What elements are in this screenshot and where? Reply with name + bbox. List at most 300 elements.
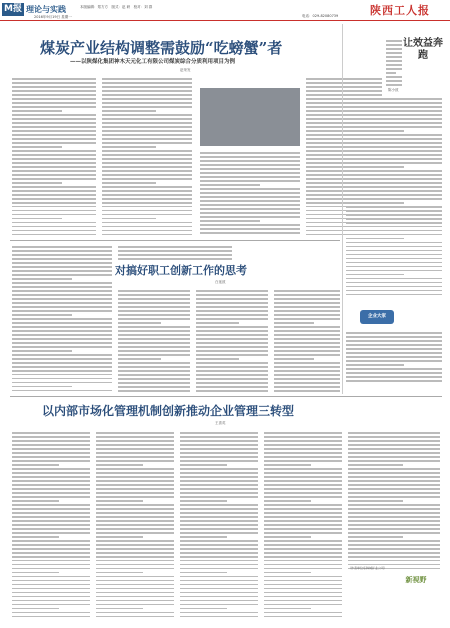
text-line (12, 278, 72, 280)
text-line (12, 516, 90, 518)
article-1-column-1 (12, 76, 96, 236)
text-line (386, 76, 402, 78)
text-line (346, 178, 442, 180)
text-line (12, 254, 112, 256)
text-line (12, 154, 96, 156)
text-line (12, 548, 90, 550)
text-line (102, 222, 192, 224)
text-line (180, 608, 227, 610)
text-line (386, 84, 402, 86)
text-line (346, 238, 404, 240)
text-line (180, 500, 227, 502)
text-line (102, 186, 192, 188)
text-line (180, 520, 258, 522)
text-line (348, 496, 440, 498)
text-line (102, 158, 192, 160)
text-line (12, 464, 59, 466)
text-line (386, 52, 402, 54)
text-line (96, 508, 174, 510)
text-line (102, 230, 192, 232)
text-line (180, 448, 258, 450)
text-line (12, 98, 96, 100)
author-caption: （作者单位系韩城矿业公司） (348, 566, 388, 570)
text-line (264, 456, 342, 458)
text-line (264, 600, 342, 602)
text-line (102, 154, 192, 156)
text-line (12, 528, 90, 530)
text-line (102, 126, 192, 128)
text-line (12, 544, 90, 546)
text-line (346, 336, 442, 338)
text-line (274, 298, 340, 300)
text-line (180, 472, 258, 474)
text-line (118, 338, 190, 340)
text-line (264, 500, 311, 502)
text-line (12, 262, 112, 264)
text-line (12, 114, 96, 116)
text-line (12, 210, 96, 212)
text-line (346, 98, 442, 100)
text-line (196, 334, 268, 336)
text-line (264, 480, 342, 482)
text-line (346, 222, 442, 224)
text-line (274, 302, 340, 304)
text-line (346, 246, 442, 248)
article-3-column-5 (348, 430, 440, 570)
text-line (102, 226, 192, 228)
text-line (96, 464, 143, 466)
text-line (118, 346, 190, 348)
text-line (264, 528, 342, 530)
text-line (102, 202, 192, 204)
article-2-column-1 (118, 288, 190, 394)
text-line (12, 290, 112, 292)
text-line (12, 170, 96, 172)
text-line (96, 460, 174, 462)
text-line (96, 540, 174, 542)
text-line (12, 306, 112, 308)
sidebar-title: 让效益奔跑 (403, 38, 443, 61)
text-line (264, 580, 342, 582)
text-line (346, 106, 442, 108)
text-line (196, 362, 268, 364)
text-line (118, 302, 190, 304)
text-line (200, 164, 300, 166)
text-line (12, 102, 96, 104)
article-1-column-3 (200, 150, 300, 236)
text-line (12, 174, 96, 176)
text-line (96, 440, 174, 442)
sidebar-author: 陈小波 (388, 88, 399, 92)
text-line (12, 286, 112, 288)
text-line (180, 516, 258, 518)
text-line (180, 584, 258, 586)
text-line (348, 480, 440, 482)
text-line (264, 576, 342, 578)
text-line (96, 456, 174, 458)
text-line (12, 150, 96, 152)
text-line (346, 290, 442, 292)
text-line (264, 572, 311, 574)
text-line (12, 198, 96, 200)
text-line (200, 212, 300, 214)
text-line (12, 246, 112, 248)
text-line (118, 370, 190, 372)
text-line (12, 358, 112, 360)
text-line (180, 476, 258, 478)
text-line (118, 350, 190, 352)
text-line (12, 186, 96, 188)
article-1-byline: 赵荣发 (180, 68, 191, 72)
text-line (12, 508, 90, 510)
text-line (274, 358, 314, 360)
text-line (196, 370, 268, 372)
text-line (348, 536, 403, 538)
sidebar-column-1 (386, 38, 402, 88)
article-1-headline: 煤炭产业结构调整需鼓励“吃螃蟹”者 (40, 39, 283, 57)
text-line (274, 314, 340, 316)
text-line (386, 40, 402, 42)
text-line (118, 298, 190, 300)
section-title: 理论与实践 (26, 5, 66, 14)
text-line (274, 390, 340, 392)
text-line (96, 612, 174, 614)
text-line (348, 472, 440, 474)
text-line (348, 516, 440, 518)
text-line (306, 218, 352, 220)
text-line (102, 234, 192, 236)
text-line (12, 500, 59, 502)
text-line (274, 334, 340, 336)
text-line (346, 170, 442, 172)
text-line (12, 600, 90, 602)
text-line (348, 432, 440, 434)
text-line (12, 362, 112, 364)
text-line (386, 80, 402, 82)
text-line (12, 86, 96, 88)
text-line (346, 134, 442, 136)
text-line (200, 188, 300, 190)
text-line (264, 460, 342, 462)
text-line (264, 448, 342, 450)
text-line (180, 508, 258, 510)
text-line (348, 440, 440, 442)
text-line (102, 86, 192, 88)
text-line (200, 208, 300, 210)
text-line (200, 216, 300, 218)
text-line (346, 186, 442, 188)
text-line (96, 436, 174, 438)
text-line (96, 468, 174, 470)
text-line (12, 258, 112, 260)
text-line (12, 492, 90, 494)
text-line (118, 354, 190, 356)
text-line (346, 234, 442, 236)
text-line (12, 576, 90, 578)
text-line (346, 348, 442, 350)
text-line (96, 488, 174, 490)
text-line (118, 390, 190, 392)
text-line (196, 318, 268, 320)
text-line (12, 298, 112, 300)
text-line (180, 556, 258, 558)
text-line (12, 334, 112, 336)
text-line (96, 524, 174, 526)
text-line (346, 142, 442, 144)
text-line (264, 516, 342, 518)
text-line (12, 122, 96, 124)
text-line (196, 290, 268, 292)
text-line (346, 360, 442, 362)
text-line (102, 82, 192, 84)
text-line (346, 114, 442, 116)
text-line (12, 266, 112, 268)
text-line (196, 390, 268, 392)
text-line (346, 122, 442, 124)
text-line (12, 378, 112, 380)
text-line (274, 366, 340, 368)
text-line (196, 298, 268, 300)
text-line (180, 492, 258, 494)
text-line (346, 250, 442, 252)
text-line (264, 612, 342, 614)
text-line (180, 544, 258, 546)
text-line (306, 90, 382, 92)
text-line (346, 376, 442, 378)
text-line (200, 152, 300, 154)
text-line (12, 250, 112, 252)
article-3-column-1 (12, 430, 90, 620)
text-line (12, 390, 112, 392)
text-line (348, 544, 440, 546)
text-line (96, 580, 174, 582)
text-line (12, 552, 90, 554)
text-line (180, 596, 258, 598)
text-line (348, 484, 440, 486)
text-line (96, 492, 174, 494)
text-line (12, 110, 62, 112)
text-line (180, 488, 258, 490)
text-line (12, 616, 90, 618)
text-line (12, 350, 72, 352)
sidebar-column-2 (346, 96, 442, 296)
text-line (12, 190, 96, 192)
text-line (118, 330, 190, 332)
text-line (264, 588, 342, 590)
text-line (346, 266, 442, 268)
text-line (264, 616, 342, 618)
text-line (12, 162, 96, 164)
text-line (196, 354, 268, 356)
text-line (264, 560, 342, 562)
text-line (348, 452, 440, 454)
text-line (346, 278, 442, 280)
text-line (196, 358, 239, 360)
text-line (346, 174, 442, 176)
text-line (180, 440, 258, 442)
text-line (12, 512, 90, 514)
text-line (12, 206, 96, 208)
text-line (96, 512, 174, 514)
text-line (180, 460, 258, 462)
text-line (274, 354, 340, 356)
text-line (346, 352, 442, 354)
text-line (102, 194, 192, 196)
text-line (386, 68, 402, 70)
text-line (96, 532, 174, 534)
text-line (12, 520, 90, 522)
article-1-column-2 (102, 76, 192, 236)
text-line (12, 178, 96, 180)
text-line (96, 516, 174, 518)
text-line (346, 150, 442, 152)
article-1-photo (200, 88, 300, 146)
text-line (346, 262, 442, 264)
text-line (96, 616, 174, 618)
text-line (348, 488, 440, 490)
text-line (196, 382, 268, 384)
text-line (180, 548, 258, 550)
text-line (346, 138, 442, 140)
text-line (12, 540, 90, 542)
text-line (96, 608, 143, 610)
text-line (102, 206, 192, 208)
text-line (264, 492, 342, 494)
text-line (12, 584, 90, 586)
text-line (180, 536, 227, 538)
text-line (12, 226, 96, 228)
article-2-column-2 (196, 288, 268, 394)
text-line (12, 274, 112, 276)
text-line (118, 386, 190, 388)
text-line (118, 322, 161, 324)
text-line (12, 130, 96, 132)
text-line (12, 496, 90, 498)
text-line (196, 326, 268, 328)
text-line (102, 90, 192, 92)
text-line (274, 290, 340, 292)
text-line (12, 366, 112, 368)
text-line (96, 536, 143, 538)
text-line (348, 468, 440, 470)
article-2-column-3 (274, 288, 340, 394)
text-line (12, 608, 59, 610)
text-line (274, 370, 340, 372)
text-line (118, 334, 190, 336)
text-line (346, 344, 442, 346)
text-line (12, 78, 96, 80)
text-line (348, 524, 440, 526)
text-line (196, 346, 268, 348)
text-line (348, 552, 440, 554)
text-line (264, 596, 342, 598)
text-line (12, 230, 96, 232)
text-line (12, 432, 90, 434)
article-3-column-2 (96, 430, 174, 620)
text-line (102, 170, 192, 172)
text-line (346, 332, 442, 334)
text-line (264, 568, 342, 570)
text-line (102, 210, 192, 212)
text-line (200, 192, 300, 194)
text-line (274, 322, 314, 324)
article-2-top-text (118, 244, 232, 260)
text-line (264, 532, 342, 534)
text-line (12, 234, 96, 236)
text-line (348, 548, 440, 550)
text-line (180, 572, 227, 574)
text-line (102, 182, 156, 184)
text-line (264, 540, 342, 542)
text-line (12, 484, 90, 486)
text-line (102, 190, 192, 192)
text-line (200, 172, 300, 174)
text-line (346, 218, 442, 220)
text-line (264, 488, 342, 490)
text-line (264, 536, 311, 538)
text-line (346, 254, 442, 256)
editor-meta: 本版编辑：郑方方 版式：赵 研 校对：刘 群 (80, 5, 153, 9)
text-line (12, 270, 112, 272)
text-line (346, 202, 404, 204)
text-line (96, 480, 174, 482)
text-line (348, 464, 403, 466)
text-line (118, 382, 190, 384)
text-line (346, 110, 442, 112)
text-line (264, 464, 311, 466)
text-line (12, 448, 90, 450)
text-line (12, 460, 90, 462)
text-line (274, 382, 340, 384)
article-3-column-4 (264, 430, 342, 620)
text-line (96, 544, 174, 546)
text-line (346, 274, 404, 276)
text-line (264, 432, 342, 434)
text-line (96, 592, 174, 594)
text-line (264, 548, 342, 550)
text-line (274, 306, 340, 308)
text-line (386, 72, 396, 74)
text-line (264, 444, 342, 446)
text-line (12, 572, 59, 574)
text-line (96, 584, 174, 586)
text-line (102, 138, 192, 140)
text-line (96, 528, 174, 530)
text-line (102, 118, 192, 120)
text-line (102, 114, 192, 116)
text-line (274, 342, 340, 344)
text-line (274, 362, 340, 364)
text-line (96, 448, 174, 450)
text-line (274, 338, 340, 340)
text-line (102, 162, 192, 164)
text-line (12, 166, 96, 168)
text-line (348, 460, 440, 462)
text-line (264, 604, 342, 606)
text-line (102, 218, 156, 220)
text-line (102, 130, 192, 132)
text-line (96, 484, 174, 486)
text-line (102, 198, 192, 200)
text-line (180, 456, 258, 458)
text-line (12, 134, 96, 136)
text-line (346, 190, 442, 192)
text-line (180, 540, 258, 542)
text-line (118, 250, 232, 252)
text-line (346, 182, 442, 184)
text-line (264, 472, 342, 474)
text-line (306, 86, 382, 88)
